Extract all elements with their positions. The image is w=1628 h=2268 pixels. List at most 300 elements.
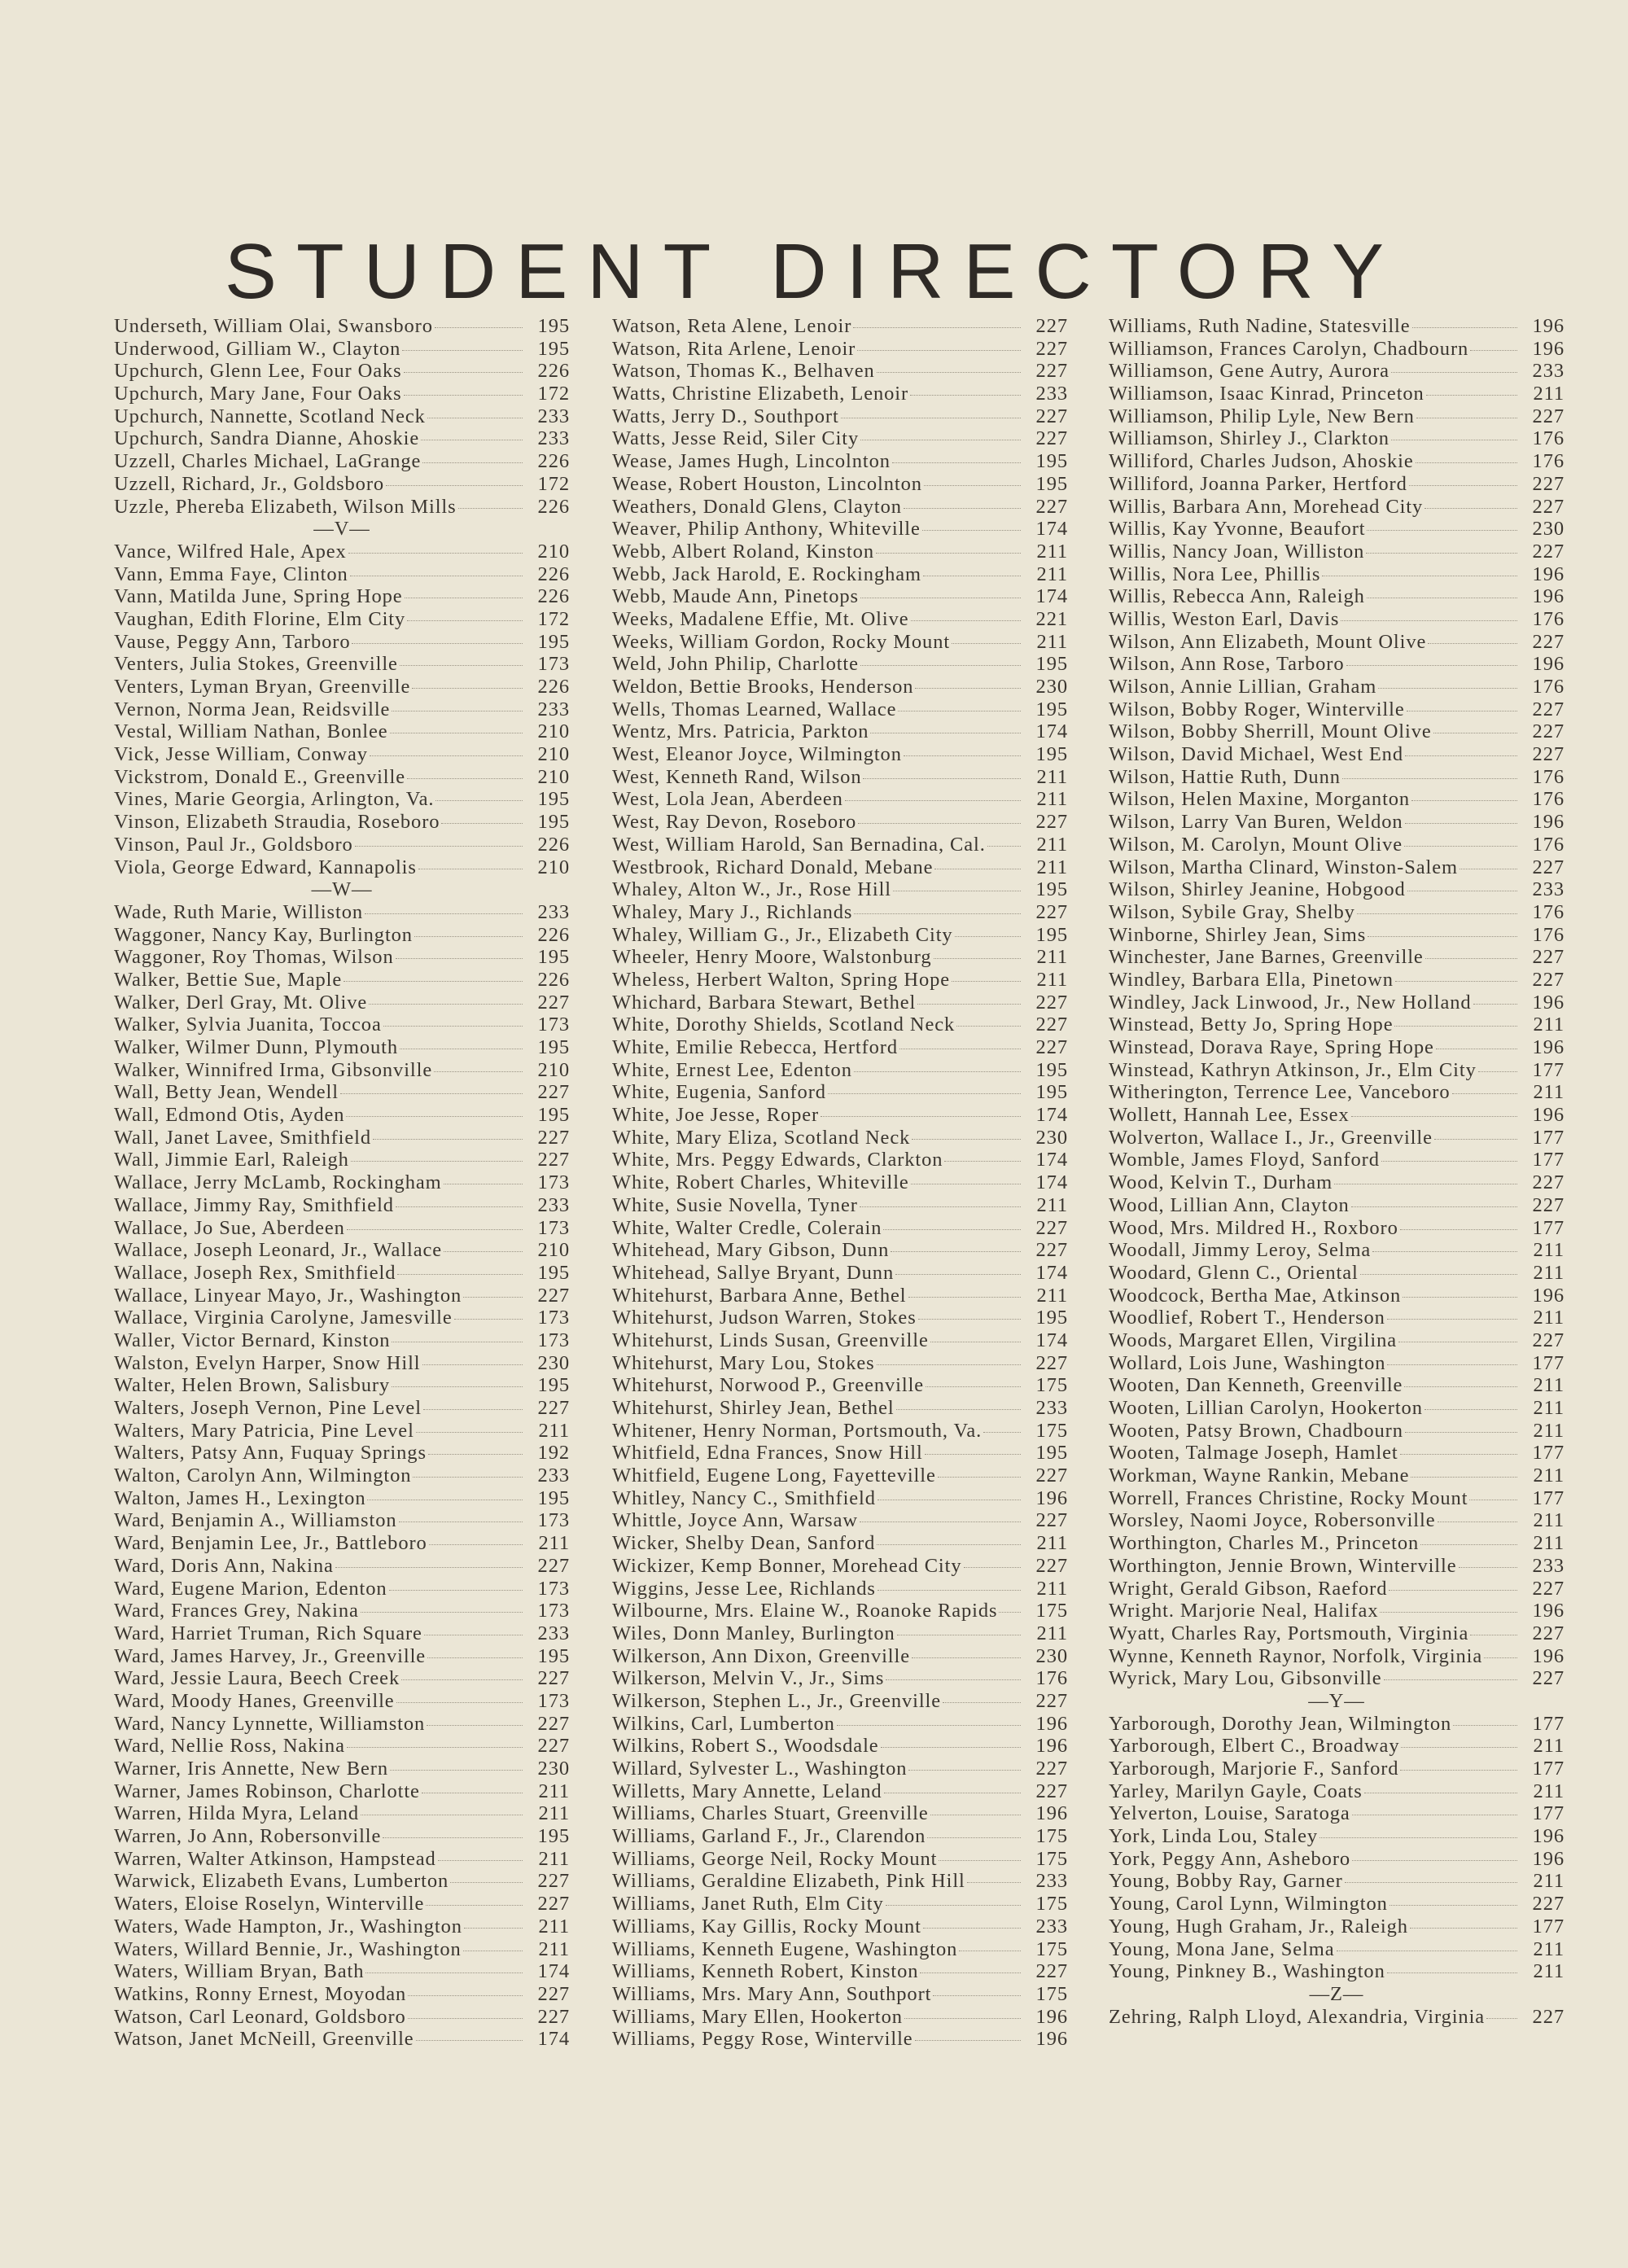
dot-leader (1351, 1116, 1517, 1117)
page-number: 196 (1035, 2028, 1068, 2051)
directory-entry (612, 1014, 1068, 1036)
student-name-hometown: Wilson, Bobby Sherrill, Mount Olive (1109, 720, 1432, 743)
directory-entry (612, 541, 1068, 563)
directory-entry (1109, 1149, 1565, 1171)
page-number: 233 (1035, 1870, 1068, 1893)
student-name-hometown: Whitehead, Mary Gibson, Dunn (612, 1239, 890, 1262)
dot-leader (1401, 1747, 1517, 1748)
student-name-hometown: Vann, Emma Faye, Clinton (114, 563, 348, 585)
directory-entry (114, 360, 570, 383)
student-name-hometown: Walker, Winnifred Irma, Gibsonville (114, 1058, 433, 1081)
dot-leader (1424, 508, 1517, 509)
page-number: 211 (538, 1419, 570, 1442)
page-number: 227 (537, 1667, 570, 1690)
page-number: 233 (1035, 1915, 1068, 1937)
directory-entry (114, 1104, 570, 1127)
page-number: 196 (1532, 1825, 1565, 1848)
student-name-hometown: Wall, Janet Lavee, Smithfield (114, 1126, 371, 1149)
page-number: 230 (537, 1758, 570, 1780)
directory-entry (612, 1465, 1068, 1487)
student-name-hometown: Walters, Joseph Vernon, Pine Level (114, 1397, 422, 1419)
dot-leader (944, 1161, 1021, 1162)
student-name-hometown: Williamson, Gene Autry, Aurora (1109, 360, 1389, 383)
dot-leader (347, 1747, 523, 1748)
page-number: 177 (1532, 1486, 1565, 1509)
page-number: 177 (1532, 1712, 1565, 1735)
student-name-hometown: Walker, Bettie Sue, Maple (114, 968, 343, 991)
dot-leader (383, 1837, 523, 1838)
page-number: 227 (1035, 1758, 1068, 1780)
directory-entry (612, 518, 1068, 541)
directory-entry (114, 901, 570, 924)
dot-leader (463, 1297, 523, 1298)
page-number: 211 (1533, 1780, 1565, 1802)
page-number: 211 (1036, 1284, 1068, 1307)
page-number: 177 (1532, 1058, 1565, 1081)
student-name-hometown: Wilkins, Carl, Lumberton (612, 1712, 835, 1735)
page-number: 195 (1035, 743, 1068, 766)
dot-leader (396, 1702, 523, 1703)
directory-entry (612, 383, 1068, 405)
dot-leader (821, 1116, 1021, 1117)
student-name-hometown: Wilson, Annie Lillian, Graham (1109, 676, 1377, 698)
page-number: 195 (537, 1261, 570, 1284)
page-number: 195 (537, 811, 570, 834)
directory-entry (114, 1171, 570, 1194)
student-name-hometown: Weaver, Philip Anthony, Whiteville (612, 518, 921, 541)
page-number: 176 (1532, 788, 1565, 811)
student-name-hometown: Wilson, David Michael, West End (1109, 743, 1403, 766)
dot-leader (414, 936, 523, 937)
dot-leader (891, 1251, 1021, 1252)
student-name-hometown: Uzzell, Charles Michael, LaGrange (114, 450, 422, 473)
directory-entry (1109, 1667, 1565, 1690)
directory-entry (1109, 1938, 1565, 1961)
dot-leader (427, 1725, 523, 1726)
directory-entry (1109, 1735, 1565, 1758)
directory-entry (1109, 1217, 1565, 1240)
directory-entry (114, 473, 570, 496)
student-name-hometown: Williams, Garland F., Jr., Clarendon (612, 1825, 926, 1848)
dot-leader (918, 1319, 1021, 1320)
directory-entry (612, 563, 1068, 586)
page-number: 173 (537, 1307, 570, 1329)
directory-entry (114, 1893, 570, 1916)
student-name-hometown: Williamson, Isaac Kinrad, Princeton (1109, 383, 1424, 405)
dot-leader (422, 1364, 523, 1365)
directory-entry (612, 1194, 1068, 1217)
student-name-hometown: Woods, Margaret Ellen, Virgilina (1109, 1329, 1398, 1351)
directory-entry (1109, 473, 1565, 496)
student-name-hometown: Winborne, Shirley Jean, Sims (1109, 923, 1367, 946)
page-number: 177 (1532, 1442, 1565, 1465)
dot-leader (397, 1274, 523, 1275)
student-name-hometown: Yarborough, Elbert C., Broadway (1109, 1735, 1400, 1758)
dot-leader (435, 327, 523, 328)
page-number: 227 (1035, 1465, 1068, 1487)
dot-leader (1367, 530, 1517, 531)
page-number: 227 (1035, 811, 1068, 834)
page-number: 227 (1035, 495, 1068, 518)
directory-entry (114, 1532, 570, 1555)
student-name-hometown: Wooten, Dan Kenneth, Greenville (1109, 1374, 1403, 1397)
directory-entry (612, 360, 1068, 383)
directory-entry (612, 766, 1068, 789)
directory-entry (114, 1622, 570, 1645)
page-number: 211 (1533, 1014, 1565, 1036)
directory-entry (612, 1059, 1068, 1082)
student-name-hometown: Workman, Wayne Rankin, Mebane (1109, 1465, 1410, 1487)
student-name-hometown: Woodall, Jimmy Leroy, Selma (1109, 1239, 1372, 1262)
dot-leader (335, 1567, 523, 1568)
page-number: 230 (1035, 1644, 1068, 1667)
directory-entry (1109, 1622, 1565, 1645)
page-number: 227 (1532, 630, 1565, 653)
student-name-hometown: White, Eugenia, Sanford (612, 1081, 826, 1104)
student-name-hometown: Watts, Jerry D., Southport (612, 405, 839, 427)
dot-leader (351, 1161, 523, 1162)
student-name-hometown: Witherington, Terrence Lee, Vanceboro (1109, 1081, 1451, 1104)
dot-leader (853, 327, 1021, 328)
dot-leader (373, 1139, 523, 1140)
directory-entry (1109, 856, 1565, 879)
page-number: 230 (537, 1351, 570, 1374)
page-number: 227 (1035, 337, 1068, 360)
student-name-hometown: Ward, Jessie Laura, Beech Creek (114, 1667, 400, 1690)
page-number: 226 (537, 968, 570, 991)
directory-entry (612, 1802, 1068, 1825)
dot-leader (1346, 665, 1517, 666)
dot-leader (1459, 1567, 1518, 1568)
dot-leader (1484, 1657, 1517, 1658)
student-name-hometown: Young, Pinkney B., Washington (1109, 1960, 1385, 1983)
page-number: 211 (1036, 1532, 1068, 1555)
page-number: 227 (1532, 1893, 1565, 1916)
dot-leader (408, 1995, 523, 1996)
student-name-hometown: White, Walter Credle, Colerain (612, 1216, 882, 1239)
letter-section-header: —Y— (1308, 1689, 1365, 1712)
dot-leader (1368, 936, 1517, 937)
directory-entry (612, 1149, 1068, 1171)
page-number: 211 (1036, 1193, 1068, 1216)
directory-entry (114, 2006, 570, 2029)
page-number: 227 (1532, 856, 1565, 878)
dot-leader (396, 958, 523, 959)
student-name-hometown: Young, Mona Jane, Selma (1109, 1937, 1335, 1960)
page-number: 172 (537, 383, 570, 405)
directory-entry (114, 1059, 570, 1082)
directory-entry (114, 1848, 570, 1871)
student-name-hometown: Williams, Peggy Rose, Winterville (612, 2028, 913, 2051)
page-number: 174 (1035, 1149, 1068, 1171)
dot-leader (1426, 395, 1517, 396)
directory-entry (612, 315, 1068, 338)
student-name-hometown: Ward, Benjamin Lee, Jr., Battleboro (114, 1532, 427, 1555)
student-name-hometown: Wicker, Shelby Dean, Sanford (612, 1532, 876, 1555)
page-number: 175 (1035, 1893, 1068, 1916)
directory-entry (114, 1465, 570, 1487)
directory-entry (612, 856, 1068, 879)
page-number: 196 (1532, 653, 1565, 676)
page-number: 227 (537, 1081, 570, 1104)
page-number: 177 (1532, 1915, 1565, 1937)
page-number: 195 (1035, 698, 1068, 720)
page-number: 195 (537, 630, 570, 653)
page-number: 177 (1532, 1149, 1565, 1171)
student-name-hometown: Watts, Jesse Reid, Siler City (612, 427, 860, 450)
page-number: 211 (1036, 630, 1068, 653)
dot-leader (886, 1679, 1021, 1680)
student-name-hometown: Whitehurst, Judson Warren, Stokes (612, 1307, 917, 1329)
dot-leader (896, 1409, 1021, 1410)
page-number: 196 (1532, 585, 1565, 608)
directory-entry (114, 1487, 570, 1510)
dot-leader (1403, 1297, 1517, 1298)
page-number: 210 (537, 765, 570, 788)
dot-leader (943, 1702, 1021, 1703)
directory-entry (1109, 1374, 1565, 1397)
student-name-hometown: Williams, Charles Stuart, Greenville (612, 1802, 929, 1825)
student-name-hometown: Ward, Frances Grey, Nakina (114, 1600, 359, 1622)
student-name-hometown: Ward, Moody Hanes, Greenville (114, 1689, 395, 1712)
student-name-hometown: Vickstrom, Donald E., Greenville (114, 765, 405, 788)
dot-leader (1400, 1229, 1517, 1230)
page-number: 230 (1035, 676, 1068, 698)
dot-leader (1404, 846, 1517, 847)
dot-leader (435, 800, 523, 801)
directory-entry (114, 676, 570, 698)
directory-entry (1109, 1825, 1565, 1848)
student-name-hometown: White, Mrs. Peggy Edwards, Clarkton (612, 1149, 943, 1171)
page-number: 227 (537, 1982, 570, 2005)
student-name-hometown: Watts, Christine Elizabeth, Lenoir (612, 383, 909, 405)
directory-entry (1109, 315, 1565, 338)
letter-section-header: —V— (313, 518, 370, 541)
student-name-hometown: Whitehurst, Linds Susan, Greenville (612, 1329, 929, 1351)
dot-leader (1395, 981, 1517, 982)
student-name-hometown: Willis, Nora Lee, Phillis (1109, 563, 1321, 585)
dot-leader (1341, 620, 1517, 621)
page-number: 227 (1035, 1216, 1068, 1239)
student-name-hometown: White, Robert Charles, Whiteville (612, 1171, 909, 1194)
directory-entry (612, 1239, 1068, 1262)
dot-leader (1486, 2018, 1517, 2019)
student-name-hometown: Williamson, Frances Carolyn, Chadbourn (1109, 337, 1469, 360)
dot-leader (952, 643, 1021, 644)
dot-leader (892, 462, 1021, 463)
directory-entry (114, 766, 570, 789)
page-number: 227 (537, 1397, 570, 1419)
student-name-hometown: Williford, Charles Judson, Ahoskie (1109, 450, 1414, 473)
page-number: 211 (1036, 1577, 1068, 1600)
dot-leader (1411, 1477, 1517, 1478)
directory-entry (114, 1036, 570, 1059)
dot-leader (1319, 1837, 1517, 1838)
page-number: 173 (537, 1689, 570, 1712)
directory-entry (1109, 1555, 1565, 1578)
student-name-hometown: Wooten, Lillian Carolyn, Hookerton (1109, 1397, 1423, 1419)
dot-leader (912, 1139, 1021, 1140)
page-number: 196 (1035, 1712, 1068, 1735)
dot-leader (854, 1071, 1021, 1072)
dot-leader (389, 1590, 523, 1591)
student-name-hometown: Walton, Carolyn Ann, Wilmington (114, 1465, 412, 1487)
directory-entry (612, 427, 1068, 450)
student-name-hometown: Warren, Walter Atkinson, Hampstead (114, 1847, 436, 1870)
student-name-hometown: West, Eleanor Joyce, Wilmington (612, 743, 902, 766)
dot-leader (923, 1928, 1021, 1929)
student-name-hometown: Worrell, Frances Christine, Rocky Mount (1109, 1486, 1468, 1509)
student-name-hometown: Wallace, Jo Sue, Aberdeen (114, 1216, 345, 1239)
page-number: 173 (537, 1509, 570, 1532)
directory-entry (114, 1374, 570, 1397)
directory-entry (1109, 1397, 1565, 1420)
dot-leader (1384, 1679, 1517, 1680)
directory-entry (1109, 608, 1565, 631)
dot-leader (845, 800, 1021, 801)
page-number: 196 (1532, 1644, 1565, 1667)
page-number: 195 (537, 788, 570, 811)
dot-leader (1352, 1860, 1517, 1861)
dot-leader (392, 1386, 523, 1387)
directory-entry (1109, 1758, 1565, 1780)
dot-leader (983, 1432, 1021, 1433)
directory-entry (1109, 1239, 1565, 1262)
dot-leader (883, 1229, 1021, 1230)
page-number: 227 (1035, 1554, 1068, 1577)
dot-leader (450, 1882, 523, 1883)
page-number: 195 (537, 337, 570, 360)
dot-leader (934, 958, 1021, 959)
student-name-hometown: Wall, Jimmie Earl, Raleigh (114, 1149, 349, 1171)
dot-leader (1357, 913, 1517, 914)
student-name-hometown: Womble, James Floyd, Sanford (1109, 1149, 1380, 1171)
page-number: 211 (1036, 540, 1068, 563)
directory-entry (1109, 1600, 1565, 1622)
student-name-hometown: Wallace, Joseph Leonard, Jr., Wallace (114, 1239, 443, 1262)
page-number: 211 (1036, 563, 1068, 585)
student-name-hometown: Wease, James Hugh, Lincolnton (612, 450, 891, 473)
student-name-hometown: Wyrick, Mary Lou, Gibsonville (1109, 1667, 1382, 1690)
directory-entry (114, 450, 570, 473)
directory-entry (612, 811, 1068, 834)
student-name-hometown: Warner, Iris Annette, New Bern (114, 1758, 388, 1780)
student-name-hometown: Wallace, Linyear Mayo, Jr., Washington (114, 1284, 462, 1307)
dot-leader (955, 936, 1021, 937)
directory-entry (612, 1713, 1068, 1736)
page-number: 227 (1532, 540, 1565, 563)
dot-leader (1434, 1139, 1517, 1140)
student-name-hometown: Whitehurst, Barbara Anne, Bethel (612, 1284, 907, 1307)
dot-leader (1400, 1454, 1517, 1455)
dot-leader (886, 1905, 1021, 1906)
student-name-hometown: Wood, Mrs. Mildred H., Roxboro (1109, 1216, 1398, 1239)
dot-leader (1387, 1319, 1517, 1320)
dot-leader (429, 1544, 523, 1545)
page-number: 226 (537, 495, 570, 518)
student-name-hometown: Worsley, Naomi Joyce, Robersonville (1109, 1509, 1436, 1532)
student-name-hometown: West, Lola Jean, Aberdeen (612, 788, 843, 811)
dot-leader (925, 1454, 1021, 1455)
directory-entry (114, 383, 570, 405)
directory-entry (114, 1802, 570, 1825)
page-number: 227 (537, 1554, 570, 1577)
student-name-hometown: Zehring, Ralph Lloyd, Alexandria, Virginia (1109, 2005, 1486, 2028)
directory-entry (612, 1960, 1068, 1983)
student-name-hometown: Wollard, Lois June, Washington (1109, 1351, 1386, 1374)
directory-entry (1109, 720, 1565, 743)
page-number: 176 (1532, 923, 1565, 946)
directory-entry (114, 1194, 570, 1217)
directory-entry (1109, 585, 1565, 608)
student-name-hometown: Ward, Doris Ann, Nakina (114, 1554, 334, 1577)
dot-leader (895, 1274, 1021, 1275)
directory-entry (1109, 1802, 1565, 1825)
dot-leader (926, 1386, 1021, 1387)
directory-entry (612, 653, 1068, 676)
page-number: 227 (537, 1284, 570, 1307)
student-name-hometown: Weld, John Philip, Charlotte (612, 653, 859, 676)
dot-leader (860, 1521, 1021, 1522)
dot-leader (837, 1725, 1021, 1726)
student-name-hometown: Walters, Mary Patricia, Pine Level (114, 1419, 414, 1442)
student-name-hometown: Vance, Wilfred Hale, Apex (114, 540, 347, 563)
page-number: 175 (1035, 1847, 1068, 1870)
page-number: 195 (537, 1486, 570, 1509)
directory-entry (612, 1578, 1068, 1600)
student-name-hometown: Wall, Betty Jean, Wendell (114, 1081, 339, 1104)
dot-leader (912, 1657, 1021, 1658)
directory-entry (612, 496, 1068, 519)
directory-entry (114, 1149, 570, 1171)
dot-leader (1366, 553, 1517, 554)
student-name-hometown: Webb, Maude Ann, Pinetops (612, 585, 859, 608)
student-name-hometown: Williams, Kenneth Eugene, Washington (612, 1937, 958, 1960)
student-name-hometown: Winstead, Dorava Raye, Spring Hope (1109, 1036, 1434, 1058)
page-number: 175 (1035, 1419, 1068, 1442)
student-name-hometown: Underseth, William Olai, Swansboro (114, 315, 433, 337)
student-name-hometown: Young, Bobby Ray, Garner (1109, 1870, 1343, 1893)
dot-leader (1420, 1544, 1517, 1545)
dot-leader (908, 1770, 1021, 1771)
directory-entry (114, 1081, 570, 1104)
dot-leader (908, 1297, 1022, 1298)
page-number: 211 (1036, 968, 1068, 991)
dot-leader (1478, 1071, 1517, 1072)
directory-entry (1109, 518, 1565, 541)
directory-entry (1109, 496, 1565, 519)
directory-entry (1109, 1262, 1565, 1285)
student-name-hometown: Wallace, Joseph Rex, Smithfield (114, 1261, 396, 1284)
directory-entry (1109, 1036, 1565, 1059)
student-name-hometown: West, William Harold, San Bernadina, Cal. (612, 833, 986, 856)
dot-leader (863, 778, 1021, 779)
student-name-hometown: Vause, Peggy Ann, Tarboro (114, 630, 351, 653)
directory-entry (114, 1239, 570, 1262)
student-name-hometown: Whitener, Henry Norman, Portsmouth, Va. (612, 1419, 982, 1442)
dot-leader (1391, 372, 1517, 373)
student-name-hometown: Yarborough, Marjorie F., Sanford (1109, 1758, 1399, 1780)
dot-leader (1424, 1409, 1517, 1410)
student-name-hometown: Wilson, Larry Van Buren, Weldon (1109, 811, 1403, 834)
page-number: 211 (1533, 1509, 1565, 1532)
dot-leader (1351, 1206, 1517, 1207)
student-name-hometown: Upchurch, Glenn Lee, Four Oaks (114, 360, 402, 383)
student-name-hometown: West, Kenneth Rand, Wilson (612, 765, 862, 788)
page-number: 227 (1532, 405, 1565, 427)
student-name-hometown: Wilson, Ann Elizabeth, Mount Olive (1109, 630, 1427, 653)
dot-leader (413, 1477, 523, 1478)
